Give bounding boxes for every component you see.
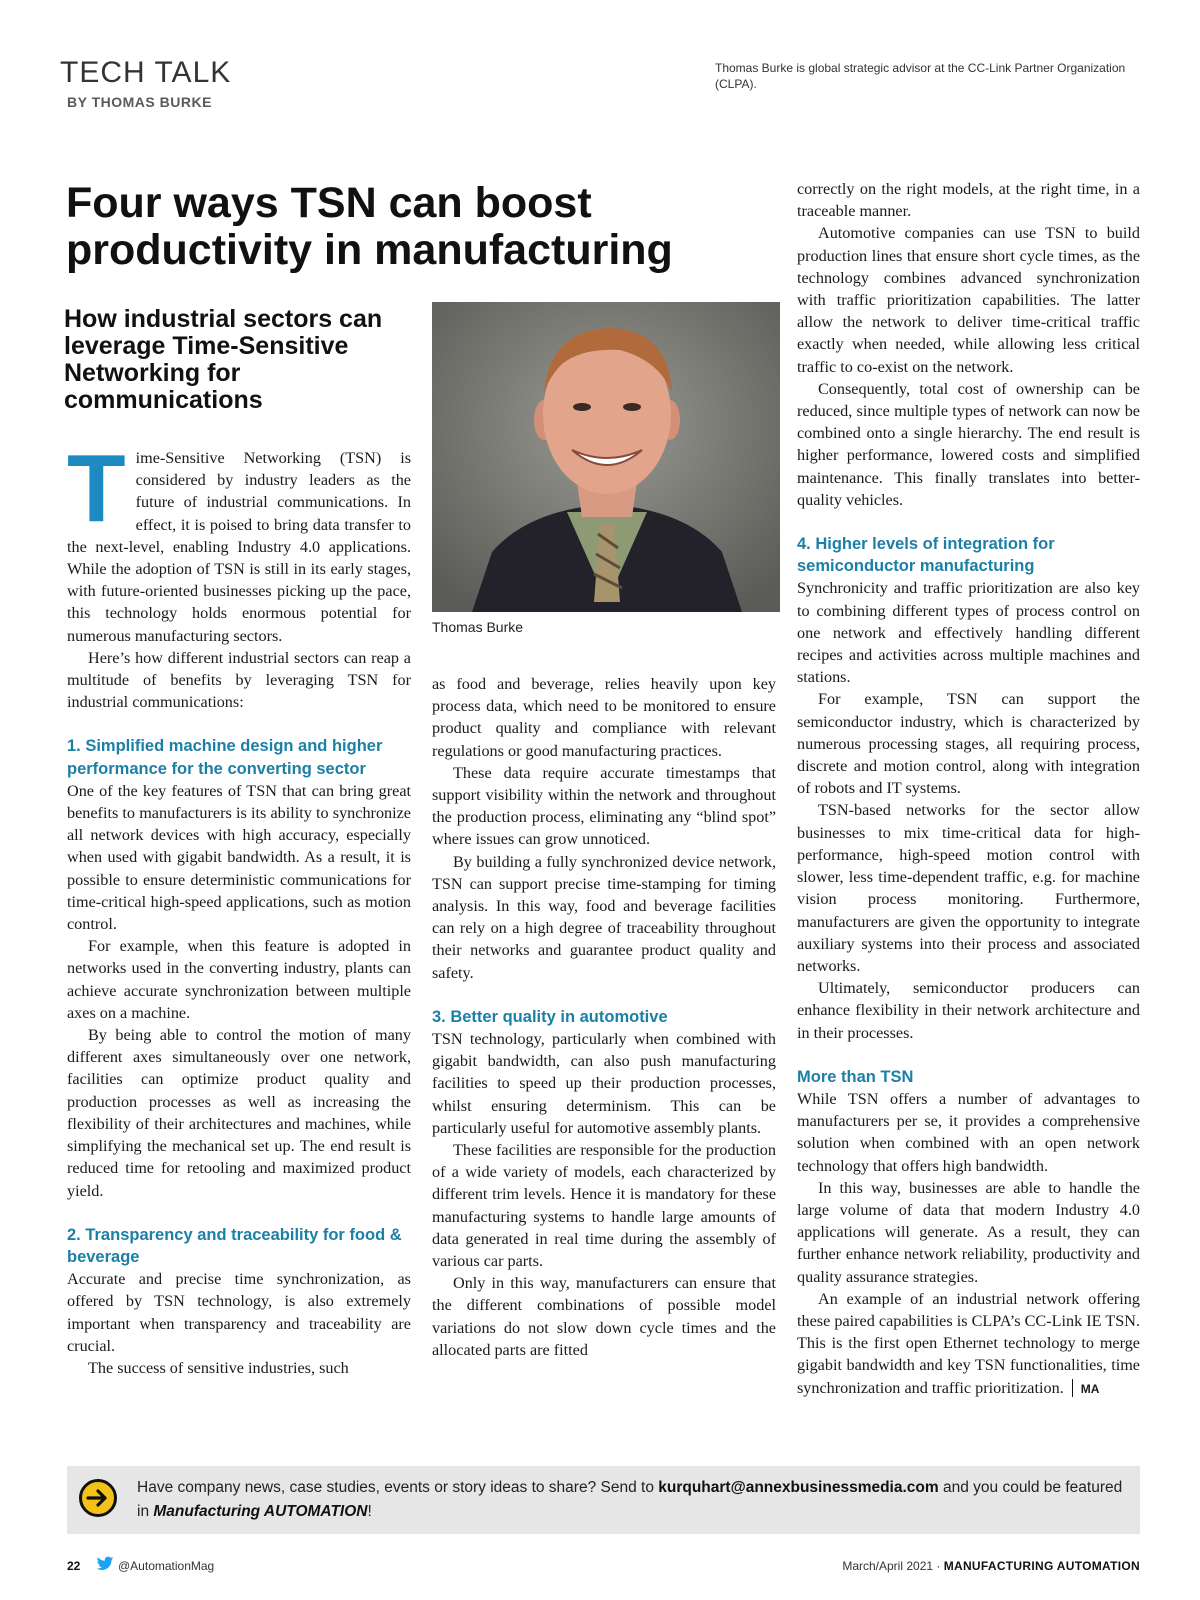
promo-box — [67, 1466, 1140, 1534]
publication-name: MANUFACTURING AUTOMATION — [943, 1559, 1140, 1573]
body-paragraph: By building a fully synchronized device network, TSN can support precise time-stamping for timing analysis. In this way, food and beverage facilities can rely on a high degree of traceability throughout their networks and guarantee product quality and safety. — [432, 852, 776, 982]
end-mark-divider — [1072, 1379, 1073, 1397]
section-heading-1: 1. Simplified machine design and higher performance for the converting sector — [67, 737, 383, 778]
body-paragraph: correctly on the right models, at the right time, in a traceable manner. — [797, 180, 1140, 221]
arrow-right-icon — [79, 1479, 117, 1517]
body-paragraph: Here’s how different industrial sectors can reap a multitude of benefits by leveraging TSN for industrial communications: — [67, 648, 411, 712]
body-paragraph: The success of sensitive industries, such — [88, 1358, 349, 1377]
body-paragraph: Synchronicity and traffic prioritization are also key to combining different types of process control on one network and effectively handling different recipes and activities across multiple machines and stations. — [797, 579, 1140, 687]
twitter-icon — [96, 1556, 114, 1577]
body-paragraph: Accurate and precise time synchronization, as offered by TSN technology, is also extremely important when transparency and traceability are crucial. — [67, 1270, 411, 1355]
issue-info: March/April 2021 · MANUFACTURING AUTOMATION — [842, 1559, 1140, 1573]
body-paragraph: Automotive companies can use TSN to build production lines that ensure short cycle times, as the technology combines advanced synchronization with traffic prioritization capabilities. The latter allow the network to deliver time-critical traffic exactly when needed, while allowing less critical traffic to co-exist on the network. — [797, 224, 1140, 376]
article-column-1 — [67, 435, 411, 1379]
body-paragraph: These data require accurate timestamps that support visibility within the network and throughout the production process, eliminating any “blind spot” where issues can grow unnoticed. — [432, 763, 776, 849]
body-paragraph: An example of an industrial network offering these paired capabilities is CLPA’s CC-Link IE TSN. This is the first open Ethernet technology to merge gigabit bandwidth and key TSN functionalities, time synchronization and traffic prioritization. MA — [797, 1289, 1140, 1397]
author-photo — [432, 302, 780, 612]
promo-text: Have company news, case studies, events or story ideas to share? Send to kurquhart@annexbusinessmedia.com and you could be featured in Manufacturing AUTOMATION! — [137, 1479, 1123, 1520]
body-paragraph: One of the key features of TSN that can bring great benefits to manufacturers is its ability to synchronize all network devices with high accuracy, especially when used with gigabit bandwidth. As a result, it is possible to ensure deterministic communications for time-critical high-speed applications, such as motion control. — [67, 781, 411, 934]
body-paragraph: These facilities are responsible for the production of a wide variety of models, each characterized by different trim levels. Hence it is mandatory for these manufacturing systems to handle large amounts of data generated in real time during the assembly of various car parts. — [432, 1141, 776, 1271]
intro-paragraph: Time-Sensitive Networking (TSN) is considered by industry leaders as the future of industrial communications. In effect, it is poised to bring data transfer to the next-level, enabling Industry 4.0 applications. While the adoption of TSN is still in its early stages, with future-oriented businesses picking up the pace, this technology holds enormous potential for numerous manufacturing sectors. — [67, 435, 411, 645]
section-title: TECH TALK — [60, 56, 232, 89]
byline: BY THOMAS BURKE — [67, 94, 212, 110]
author-note: Thomas Burke is global strategic advisor at the CC-Link Partner Organization (CLPA). — [715, 61, 1126, 91]
article-column-2 — [432, 673, 776, 1361]
promo-email-link[interactable]: kurquhart@annexbusinessmedia.com — [658, 1479, 939, 1496]
section-heading-3: 3. Better quality in automotive — [432, 1007, 668, 1026]
body-paragraph: Ultimately, semiconductor producers can enhance flexibility in their network architecture and in their processes. — [797, 979, 1140, 1042]
portrait-illustration — [432, 302, 780, 612]
photo-caption: Thomas Burke — [432, 619, 524, 635]
page-number: 22 — [67, 1559, 81, 1573]
deck: How industrial sectors can leverage Time-Sensitive Networking for communications — [64, 305, 383, 414]
body-paragraph: TSN-based networks for the sector allow businesses to mix time-critical data for high-performance, high-speed motion control with slower, less time-dependent traffic, e.g. for machine vision process monitoring. Furthermore, manufacturers are given the opportunity to integrate auxiliary systems into their process and associated networks. — [797, 801, 1140, 975]
body-paragraph: as food and beverage, relies heavily upon key process data, which need to be monitored to ensure product quality and compliance with relevant regulations or good manufacturing practices. — [432, 675, 776, 760]
twitter-handle[interactable]: @AutomationMag — [118, 1559, 215, 1573]
section-heading-2: 2. Transparency and traceability for food & beverage — [67, 1225, 402, 1266]
body-paragraph: In this way, businesses are able to handle the large volume of data that modern Industry 4.0 applications will generate. As a result, they can further enhance network reliability, productivity and quality assurance strategies. — [797, 1178, 1140, 1286]
body-paragraph: For example, when this feature is adopted in networks used in the converting industry, plants can achieve accurate synchronization between multiple axes on a machine. — [67, 937, 411, 1022]
magazine-name: Manufacturing AUTOMATION — [153, 1503, 368, 1520]
end-tag: MA — [1080, 1381, 1100, 1396]
body-paragraph: Only in this way, manufacturers can ensure that the different combinations of possible model variations do not slow down cycle times and the allocated parts are fitted — [432, 1274, 776, 1359]
body-paragraph: Consequently, total cost of ownership can be reduced, since multiple types of network can now be combined onto a single hierarchy. The end result is higher performance, lowered costs and simplified maintenance. This finally translates into better-quality vehicles. — [797, 379, 1140, 509]
drop-cap: T — [67, 435, 126, 542]
body-paragraph: TSN technology, particularly when combined with gigabit bandwidth, can also push manufacturing facilities to speed up their production processes, whilst ensuring determinism. This can be particularly useful for automotive assembly plants. — [432, 1030, 776, 1137]
article-column-3 — [797, 178, 1140, 1400]
headline: Four ways TSN can boost productivity in manufacturing — [66, 179, 673, 274]
section-heading-5: More than TSN — [797, 1067, 914, 1086]
body-paragraph: While TSN offers a number of advantages to manufacturers per se, it provides a comprehensive solution when combined with an open network technology that offers high bandwidth. — [797, 1089, 1140, 1175]
body-paragraph: For example, TSN can support the semiconductor industry, which is characterized by numerous processing stages, all requiring process, discrete and motion control, along with integration of robots and IT systems. — [797, 690, 1140, 798]
section-heading-4: 4. Higher levels of integration for semiconductor manufacturing — [797, 535, 1055, 576]
body-paragraph: By being able to control the motion of many different axes simultaneously over one network, facilities can optimize product quality and production processes as well as increasing the flexibility of their architectures and machines, while simplifying the mechanical set up. The end result is reduced time for retooling and maximized product yield. — [67, 1026, 411, 1200]
